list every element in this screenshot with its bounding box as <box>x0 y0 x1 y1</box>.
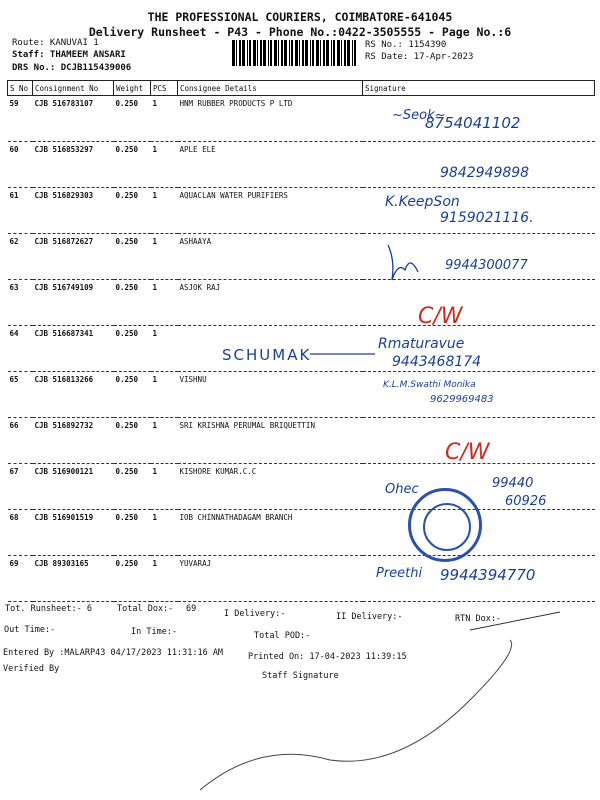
cell-cons: CJB 516892732 <box>33 418 114 464</box>
handwritten-phone: 9159021116. <box>440 210 534 226</box>
drs-label: DRS No.: DCJB115439006 <box>12 63 132 73</box>
handwritten-phone: 99440 <box>492 476 534 491</box>
handwritten-cw: C/W <box>445 440 490 465</box>
handwritten-phone: 60926 <box>505 494 547 509</box>
cell-consignee: ASJOK RAJ <box>178 280 363 326</box>
cell-pcs: 1 <box>151 96 178 142</box>
signature-scribble: ~Seok~ <box>392 108 446 123</box>
cell-consignee: VISHNU <box>178 372 363 418</box>
cell-pcs: 1 <box>151 142 178 188</box>
cell-weight: 0.250 <box>114 188 151 234</box>
signature-scribble: Ohec <box>385 482 419 497</box>
cell-consignee: IOB CHINNATHADAGAM BRANCH <box>178 510 363 556</box>
cell-sno: 69 <box>8 556 33 602</box>
rtn-dox: RTN Dox:- <box>455 614 502 624</box>
staff-label: Staff: THAMEEM ANSARI <box>12 50 126 60</box>
handwritten-schumak: SCHUMAK <box>222 346 312 364</box>
col-consignee: Consignee Details <box>178 81 363 96</box>
cell-weight: 0.250 <box>114 372 151 418</box>
handwritten-cw: C/W <box>418 304 463 329</box>
col-consignment: Consignment No <box>33 81 114 96</box>
printed-on: Printed On: 17-04-2023 11:39:15 <box>248 652 407 662</box>
handwritten-name: K.KeepSon <box>385 194 460 210</box>
cell-pcs: 1 <box>151 510 178 556</box>
cell-pcs: 1 <box>151 280 178 326</box>
in-time: In Time:- <box>131 627 178 637</box>
cell-cons: CJB 516783107 <box>33 96 114 142</box>
cell-consignee: SRI KRISHNA PERUMAL BRIQUETTIN <box>178 418 363 464</box>
cell-pcs: 1 <box>151 188 178 234</box>
cell-cons: CJB 516829303 <box>33 188 114 234</box>
staff-signature: Staff Signature <box>262 671 339 681</box>
cell-consignee: AQUACLAN WATER PURIFIERS <box>178 188 363 234</box>
cell-sno: 59 <box>8 96 33 142</box>
cell-cons: CJB 516813266 <box>33 372 114 418</box>
col-pcs: PCS <box>151 81 178 96</box>
cell-cons: CJB 516853297 <box>33 142 114 188</box>
cell-cons: CJB 516872627 <box>33 234 114 280</box>
cell-sno: 67 <box>8 464 33 510</box>
cell-pcs: 1 <box>151 418 178 464</box>
handwritten-phone: 9842949898 <box>440 165 530 181</box>
handwritten-phone: 9944394770 <box>440 566 536 584</box>
handwritten-name: K.L.M.Swathi Monika <box>383 380 476 390</box>
col-signature: Signature <box>363 81 595 96</box>
tot-runsheet: Tot. Runsheet:- 6 <box>5 604 92 614</box>
total-dox-label: Total Dox:- <box>117 604 174 614</box>
handwritten-name: Rmaturavue <box>378 336 465 352</box>
cell-pcs: 1 <box>151 326 178 372</box>
ii-delivery: II Delivery:- <box>336 612 403 622</box>
cell-weight: 0.250 <box>114 418 151 464</box>
cell-weight: 0.250 <box>114 280 151 326</box>
cell-weight: 0.250 <box>114 234 151 280</box>
cell-consignee: YUVARAJ <box>178 556 363 602</box>
company-title: THE PROFESSIONAL COURIERS, COIMBATORE-641045 <box>147 10 453 24</box>
signature-scribble: Preethi <box>376 566 423 581</box>
cell-pcs: 1 <box>151 556 178 602</box>
handwritten-phone: 9944300077 <box>445 258 528 273</box>
cell-sno: 62 <box>8 234 33 280</box>
i-delivery: I Delivery:- <box>224 609 286 619</box>
route-label: Route: KANUVAI 1 <box>12 38 99 48</box>
cell-sno: 64 <box>8 326 33 372</box>
cell-sno: 66 <box>8 418 33 464</box>
cell-sno: 68 <box>8 510 33 556</box>
col-weight: Weight <box>114 81 151 96</box>
cell-consignee: ASHAAYA <box>178 234 363 280</box>
runsheet-title: Delivery Runsheet - P43 - Phone No.:0422-3505555 - Page No.:6 <box>88 25 512 39</box>
cell-consignee: KISHORE KUMAR.C.C <box>178 464 363 510</box>
cell-pcs: 1 <box>151 234 178 280</box>
cell-pcs: 1 <box>151 372 178 418</box>
rs-date: RS Date: 17-Apr-2023 <box>365 52 474 62</box>
cell-sno: 60 <box>8 142 33 188</box>
cell-cons: CJB 516900121 <box>33 464 114 510</box>
cell-weight: 0.250 <box>114 464 151 510</box>
cell-cons: CJB 89303165 <box>33 556 114 602</box>
cell-weight: 0.250 <box>114 142 151 188</box>
cell-cons: CJB 516901519 <box>33 510 114 556</box>
cell-sno: 65 <box>8 372 33 418</box>
cell-sno: 61 <box>8 188 33 234</box>
total-pod: Total POD:- <box>254 631 311 641</box>
rs-number: RS No.: 1154390 <box>365 40 447 50</box>
total-dox-value: 69 <box>186 604 197 614</box>
handwritten-phone: 8754041102 <box>425 114 521 132</box>
cell-weight: 0.250 <box>114 96 151 142</box>
handwritten-phone: 9443468174 <box>392 354 482 370</box>
cell-sno: 63 <box>8 280 33 326</box>
cell-consignee: APLE ELE <box>178 142 363 188</box>
cell-pcs: 1 <box>151 464 178 510</box>
cell-cons: CJB 516687341 <box>33 326 114 372</box>
col-sno: S No <box>8 81 33 96</box>
handwritten-phone: 9629969483 <box>430 394 494 405</box>
cell-weight: 0.250 <box>114 510 151 556</box>
entered-by: Entered By :MALARP43 04/17/2023 11:31:16 AM <box>3 648 224 658</box>
cell-consignee: HNM RUBBER PRODUCTS P LTD <box>178 96 363 142</box>
cell-weight: 0.250 <box>114 326 151 372</box>
cell-weight: 0.250 <box>114 556 151 602</box>
out-time: Out Time:- <box>4 625 56 635</box>
verified-by: Verified By <box>3 664 60 674</box>
cell-cons: CJB 516749109 <box>33 280 114 326</box>
